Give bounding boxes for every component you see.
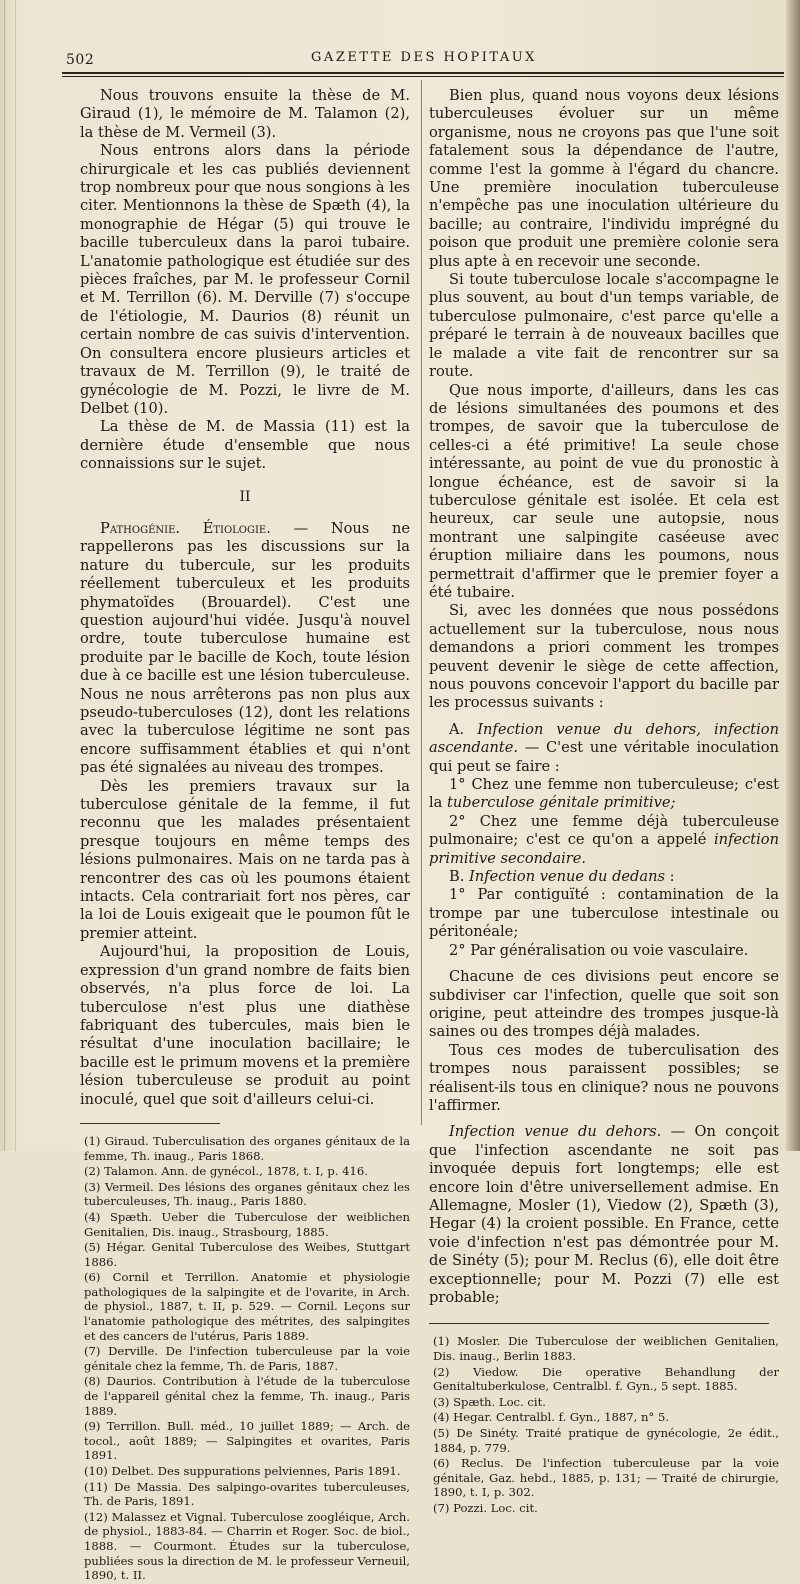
section-number: II (239, 488, 251, 505)
list-label: B. (449, 868, 470, 886)
paragraph: Bien plus, quand nous voyons deux lésions tuberculeuses évoluer sur un même organisme, nous ne croyons pas que l'une soit fatalement sous la dépendance de l'autre, comme l'est la gomme à l'égard du chancre. Une première inoculation tuberculeuse n'empêche pas une inoculation ultérieure du bacille; au contraire, l'individu imprégné du poison que produit une première colonie sera plus apte à en recevoir une seconde. (429, 87, 779, 270)
column-divider (421, 80, 422, 1125)
right-column (429, 87, 779, 1517)
paragraph: La thèse de M. de Massia (11) est la dernière étude d'ensemble que nous connaissions sur le sujet. (80, 418, 410, 473)
paragraph: Aujourd'hui, la proposition de Louis, expression d'un grand nombre de faits bien observés, n'a plus force de loi. La tuberculose n'est plus une diathèse fabriquant des tubercules, mais bien le résultat d'une inoculation bacillaire; le bacille est le primum movens et la première lésion tuberculeuse se produit au point inoculé, quel que soit d'ailleurs celui-ci. (80, 943, 410, 1108)
footnote: (10) Delbet. Des suppurations pelviennes, Paris 1891. (84, 1464, 401, 1478)
footnote: (4) Spæth. Ueber die Tuberculose der weiblichen Genitalien, Dis. inaug., Strasbourg, 1885. (84, 1209, 410, 1239)
paragraph: Chacune de ces divisions peut encore se subdiviser car l'infection, quelle que soit son origine, peut atteindre des trompes jusque-là saines ou des trompes déjà malades. (429, 968, 779, 1041)
paragraph: Que nous importe, d'ailleurs, dans les cas de lésions simultanées des poumons et des trompes, de savoir que la tuberculose de celles-ci a été primitive! La seule chose intéressante, au point de vue du pronostic à longue échéance, est de savoir si la tuberculose génitale est isolée. Et cela est heureux, car seule une autopsie, nous montrant une salpingite caséeuse avec éruption miliaire dans les poumons, nous permettrait d'affirmer que le premier foyer a été tubaire. (429, 381, 779, 601)
spacer (429, 713, 779, 721)
list-item-b1: 1° Par contiguïté : contamination de la trompe par une tuberculose intestinale ou péritonéale; (429, 886, 779, 941)
paragraph: Dès les premiers travaux sur la tuberculose génitale de la femme, il fut reconnu que les malades présentaient presque toujours en même temps des lésions pulmonaires. Mais on ne tarda pas à rencontrer des cas où les poumons étaient intacts. Cela contrariait fort nos pères, car la loi de Louis exigeait que le poumon fût le premier atteint. (80, 777, 410, 942)
list-text: 2° Chez une femme déjà tuberculeuse pulmonaire; c'est ce qu'on a appelé (429, 812, 779, 849)
journal-title: GAZETTE DES HOPITAUX (311, 50, 537, 65)
list-heading: Infection venue du dehors, infection ascendante. (429, 720, 779, 757)
paragraph: Nous trouvons ensuite la thèse de M. Giraud (1), le mémoire de M. Talamon (2), la thèse de M. Vermeil (3). (80, 87, 410, 141)
footnote: (3) Spæth. Loc. cit. (433, 1394, 546, 1409)
page-edge-shadow (786, 0, 800, 1151)
spacer (429, 960, 779, 968)
footnote: (5) Hégar. Genital Tuberculose des Weibes, Stuttgart 1886. (84, 1240, 410, 1269)
paragraph: Nous entrons alors dans la période chirurgicale et les cas publiés deviennent trop nombreux pour que nous songions à les citer. Mentionnons la thèse de Spæth (4), la monographie de Hégar (5) qui trouve le bacille tuberculeux dans la paroi tubaire. L'anatomie pathologique est étudiée sur des pièces fraîches, par M. le professeur Cornil et M. Terrillon (6). M. Derville (7) s'occupe de l'étiologie, M. Daurios (8) réunit un certain nombre de cas suivis d'intervention. On consultera encore plusieurs articles et travaux de M. Terrillon (9), le traité de gynécologie de M. Pozzi, le livre de M. Delbet (10). (80, 142, 410, 417)
footnote: (7) Pozzi. Loc. cit. (433, 1500, 538, 1515)
page-header (66, 44, 782, 70)
footnote: (11) De Massia. Des salpingo-ovarites tuberculeuses, Th. de Paris, 1891. (84, 1479, 410, 1509)
page-number: 502 (66, 52, 95, 68)
footnote: (12) Malassez et Vignal. Tuberculose zoogléique, Arch. de physiol., 1883-84. — Charrin et Roger. Soc. de biol., 1888. — Courmont. Études sur la tuberculose, publiées sous la direction de M. le professeur Verneuil, 1890, t. II. (84, 1509, 410, 1583)
footnote: (2) Viedow. Die operative Behandlung der Genitaltuberkulose, Centralbl. f. Gyn., 5 sept. 1885. (433, 1364, 779, 1394)
footnote: (2) Talamon. Ann. de gynécol., 1878, t. I, p. 416. (84, 1164, 368, 1179)
binding-margin (4, 0, 16, 1151)
list-text: — C'est une véritable inoculation qui peut se faire : (429, 739, 779, 775)
list-text: 1° Chez une femme non tuberculeuse; c'est la (429, 776, 779, 812)
list-label: A. (449, 720, 478, 738)
footnote: (1) Mosler. Die Tuberculose der weiblichen Genitalien, Dis. inaug., Berlin 1883. (433, 1334, 779, 1363)
section-heading: Pathogénie. Étiologie. (100, 519, 271, 537)
list-emphasis: infection primitive secondaire. (429, 831, 779, 867)
footnote: (6) Reclus. De l'infection tuberculeuse par la voie génitale, Gaz. hebd., 1885, p. 131; — Traité de chirurgie, 1890, t. I, p. 302. (433, 1456, 779, 1500)
footnote: (3) Vermeil. Des lésions des organes génitaux chez les tuberculeuses, Th. inaug., Paris 1880. (84, 1179, 410, 1209)
paragraph: Si, avec les données que nous possédons actuellement sur la tuberculose, nous nous demandons a priori comment les trompes peuvent devenir le siège de cette affection, nous pouvons concevoir l'apport du bacille par les processus suivants : (429, 602, 779, 712)
footnote: (9) Terrillon. Bull. méd., 10 juillet 1889; — Arch. de tocol., août 1889; — Salpingites et ovarites, Paris 1891. (84, 1419, 410, 1463)
list-item-a1 (429, 776, 779, 813)
left-column (80, 87, 410, 1584)
footnote: (6) Cornil et Terrillon. Anatomie et physiologie pathologiques de la salpingite et de l'ovarite, in Arch. de physiol., 1887, t. II, p. 529. — Cornil. Leçons sur l'anatomie pathologique des métrites, des salpingites et des cancers de l'utérus, Paris 1889. (84, 1270, 410, 1343)
list-item-b (429, 868, 779, 886)
list-item-a (429, 721, 779, 776)
footnote: (8) Daurios. Contribution à l'étude de la tuberculose de l'appareil génital chez la femme, Th. inaug., Paris 1889. (84, 1374, 410, 1418)
paragraph-text: — On conçoit que l'infection ascendante ne soit pas invoquée depuis fort longtemps; elle est encore loin d'être universellement admise. En Allemagne, Mosler (1), Viedow (2), Spæth (3), Hegar (4) la croient possible. En France, cette voie d'infection n'est pas démontrée pour M. de Sinéty (5); pour M. Reclus (6), elle doit être exceptionnelle; pour M. Pozzi (7) elle est probable; (429, 1123, 779, 1306)
footnote-rule (80, 1123, 220, 1124)
footnote: (5) De Sinéty. Traité pratique de gynécologie, 2e édit., 1884, p. 779. (433, 1425, 779, 1455)
list-item-a2 (429, 813, 779, 868)
list-item-b2: 2° Par généralisation ou voie vasculaire. (449, 941, 749, 959)
footnote: (1) Giraud. Tuberculisation des organes génitaux de la femme, Th. inaug., Paris 1868. (84, 1133, 410, 1163)
list-text: : (665, 868, 675, 886)
footnotes-right (429, 1334, 779, 1515)
paragraph-text: — Nous ne rappellerons pas les discussions sur la nature du tubercule, sur les produits réellement tuberculeux et les produits phymatoïdes (Brouardel). C'est une question aujourd'hui vidée. Jusqu'à nouvel ordre, toute tuberculose humaine est produite par le bacille de Koch, toute lésion due à ce bacille est une lésion tuberculeuse. Nous ne nous arrêterons pas non plus aux pseudo-tuberculoses (12), dont les relations avec la tuberculose légitime ne sont pas encore suffisamment établies et qui n'ont pas été signalées au niveau des trompes. (80, 519, 410, 777)
list-emphasis: tuberculose génitale primitive; (447, 794, 676, 812)
pathogenie-paragraph (80, 520, 410, 778)
header-rule (62, 72, 784, 74)
header-rule-thin (62, 76, 784, 77)
subsection-heading: Infection venue du dehors. (449, 1123, 662, 1141)
footnotes-left (80, 1134, 410, 1583)
footnote-rule (429, 1323, 769, 1324)
spacer (429, 1115, 779, 1123)
footnote: (7) Derville. De l'infection tuberculeuse par la voie génitale chez la femme, Th. de Paris, 1887. (84, 1344, 410, 1373)
paragraph: Si toute tuberculose locale s'accompagne le plus souvent, au bout d'un temps variable, de tuberculose pulmonaire, c'est parce qu'elle a préparé le terrain à de nouveaux bacilles que le malade a vite fait de rencontrer sur sa route. (429, 271, 779, 381)
footnote: (4) Hegar. Centralbl. f. Gyn., 1887, n° 5. (433, 1410, 670, 1425)
list-heading: Infection venue du dedans (469, 868, 665, 886)
paragraph: Tous ces modes de tuberculisation des trompes nous paraissent possibles; se réalisent-ils tous en clinique? nous ne pouvons l'affirmer. (429, 1041, 779, 1114)
